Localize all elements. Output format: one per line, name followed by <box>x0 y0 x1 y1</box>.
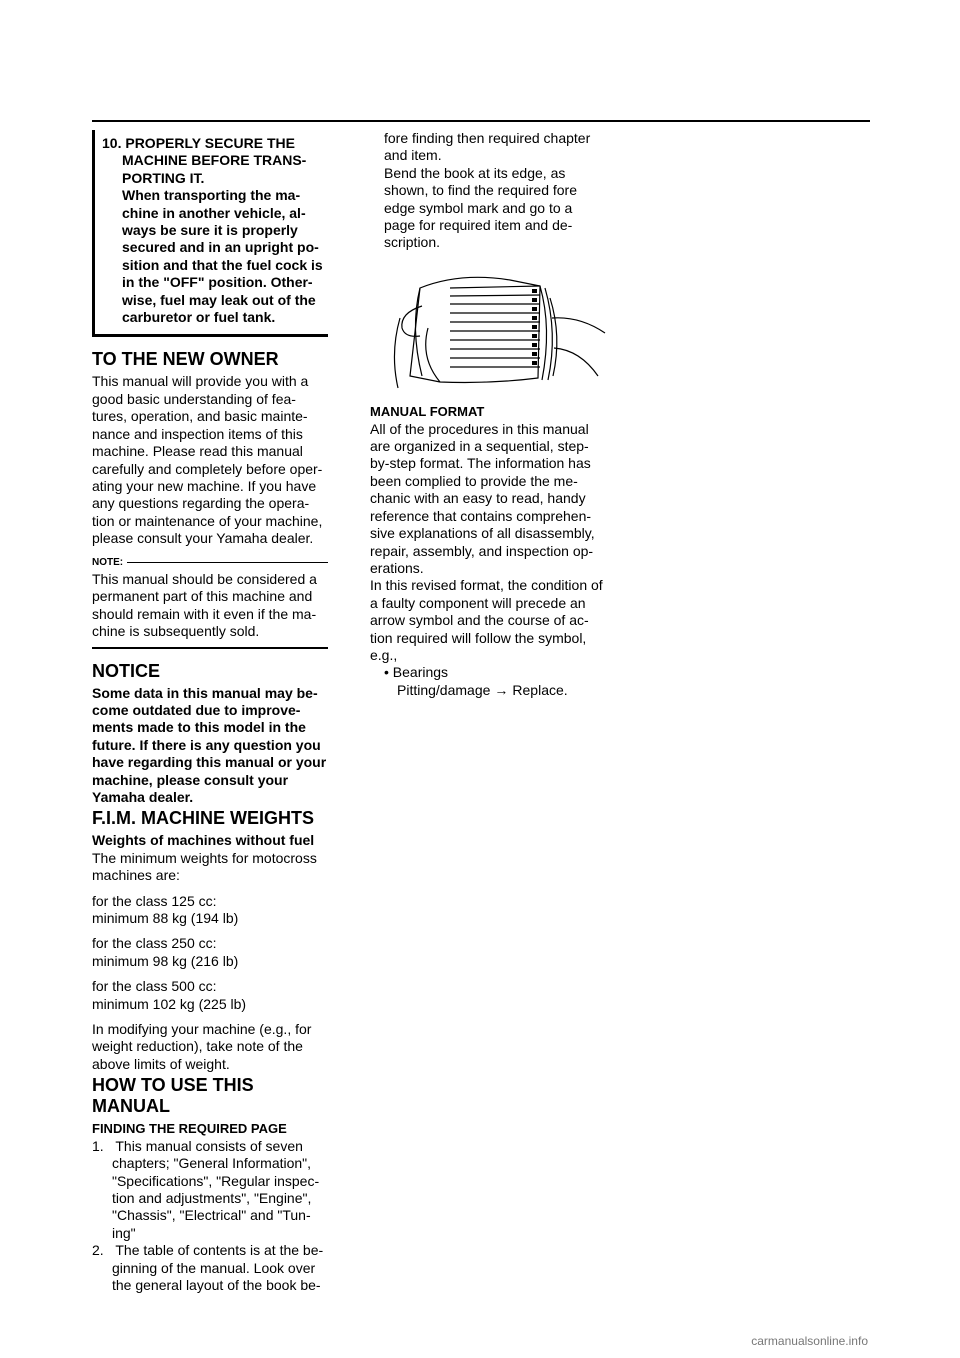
class-value: minimum 88 kg (194 lb) <box>92 910 239 927</box>
text-line: repair, assembly, and inspection op- <box>370 542 594 559</box>
text-line: fore finding then required chapter <box>384 130 591 146</box>
class-value: minimum 98 kg (216 lb) <box>92 952 239 969</box>
note-label: NOTE: <box>92 556 124 568</box>
warning-line: PORTING IT. <box>122 169 205 186</box>
text-line: machines are: <box>92 867 180 884</box>
text-line: come outdated due to improve- <box>92 701 301 718</box>
class-label: for the class 250 cc: <box>92 935 217 952</box>
manual-format-body <box>370 421 606 665</box>
text-line: scription. <box>384 234 441 251</box>
text-line: tures, operation, and basic mainte- <box>92 408 308 425</box>
warning-line: carburetor or fuel tank. <box>122 309 276 326</box>
note-rule <box>127 562 328 563</box>
text-line: Some data in this manual may be- <box>92 684 318 701</box>
howto-continuation <box>370 130 606 252</box>
finding-title: FINDING THE REQUIRED PAGE <box>92 1121 287 1137</box>
warning-line: sition and that the fuel cock is <box>122 256 323 273</box>
text-line: Yamaha dealer. <box>92 789 194 805</box>
text-line: machine, please consult your <box>92 771 289 788</box>
warning-line: When transporting the ma- <box>122 187 301 204</box>
text-line: by-step format. The information has <box>370 455 591 472</box>
text-line: weight reduction), take note of the <box>92 1038 303 1055</box>
text-line: above limits of weight. <box>92 1055 230 1072</box>
text-line: page for required item and de- <box>384 217 573 234</box>
text-line: This manual should be considered a <box>92 570 317 587</box>
right-arrow-icon: → <box>494 681 509 698</box>
text-line: permanent part of this machine and <box>92 588 313 605</box>
text-line: good basic understanding of fea- <box>92 390 296 407</box>
text-line: "Specifications", "Regular inspec- <box>112 1172 320 1189</box>
fim-intro <box>92 850 328 885</box>
text-line: reference that contains comprehen- <box>370 507 592 524</box>
example-condition: Pitting/damage <box>397 681 491 698</box>
text-line: All of the procedures in this manual <box>370 420 589 437</box>
text-line: ginning of the manual. Look over <box>112 1259 316 1276</box>
section-title-notice: NOTICE <box>92 660 161 681</box>
text-line: should remain with it even if the ma- <box>92 605 317 622</box>
text-line: chine is subsequently sold. <box>92 623 260 640</box>
weight-class-500 <box>92 978 328 1013</box>
warning-line: in the "OFF" position. Other- <box>122 274 313 291</box>
howto-list <box>92 1138 328 1295</box>
fim-outro <box>92 1021 328 1073</box>
text-line: nance and inspection items of this <box>92 425 303 442</box>
text-line: please consult your Yamaha dealer. <box>92 530 314 547</box>
example-line <box>384 682 606 699</box>
new-owner-body <box>92 373 328 547</box>
class-value: minimum 102 kg (225 lb) <box>92 995 247 1012</box>
text-line: erations. <box>370 559 424 576</box>
bullet-text: • Bearings <box>384 664 449 681</box>
warning-number: 10. <box>102 135 122 151</box>
example-action: Replace. <box>512 681 568 698</box>
text-line: In modifying your machine (e.g., for <box>92 1021 312 1038</box>
warning-line-1: 10. PROPERLY SECURE THE <box>102 135 295 151</box>
manual-format-title: MANUAL FORMAT <box>370 404 485 420</box>
text-line: "Chassis", "Electrical" and "Tun- <box>112 1207 311 1224</box>
text-line: ating your new machine. If you have <box>92 477 317 494</box>
text-line: Bend the book at its edge, as <box>384 164 566 181</box>
text-line: tion required will follow the symbol, <box>370 629 587 646</box>
text-line: any questions regarding the opera- <box>92 495 310 512</box>
fim-subtitle: Weights of machines without fuel <box>92 832 315 849</box>
list-number: 2. <box>92 1242 104 1259</box>
text-line: tion or maintenance of your machine, <box>92 512 323 529</box>
list-item-1: 1. This manual consists of seven <box>92 1137 303 1154</box>
text-line: This manual will provide you with a <box>92 373 309 390</box>
section-title-howto: HOW TO USE THIS MANUAL <box>92 1075 254 1117</box>
note-body <box>92 571 328 649</box>
section-title-fim: F.I.M. MACHINE WEIGHTS <box>92 808 314 829</box>
text-line: the general layout of the book be- <box>112 1276 321 1293</box>
warning-line: chine in another vehicle, al- <box>122 204 306 221</box>
text-line: In this revised format, the condition of <box>370 577 603 594</box>
list-number: 1. <box>92 1137 104 1154</box>
text-line: ments made to this model in the <box>92 719 306 736</box>
text-line: shown, to find the required fore <box>384 182 578 199</box>
warning-box <box>92 130 328 337</box>
list-item-2: 2. The table of contents is at the be- <box>92 1242 324 1259</box>
book-edge-illustration <box>380 258 610 393</box>
text-line: have regarding this manual or your <box>92 754 327 771</box>
text-line: arrow symbol and the course of ac- <box>370 612 589 629</box>
text-line: carefully and completely before oper- <box>92 460 323 477</box>
text-line: edge symbol mark and go to a <box>384 199 573 216</box>
text-line: tion and adjustments", "Engine", <box>112 1189 312 1206</box>
notice-body <box>92 685 328 807</box>
footer-watermark: carmanualsonline.info <box>751 1334 868 1348</box>
note-header <box>92 554 328 571</box>
text-line: a faulty component will precede an <box>370 594 586 611</box>
text-line: sive explanations of all disassembly, <box>370 525 595 542</box>
text-line: e.g., <box>370 646 398 663</box>
warning-line: ways be sure it is properly <box>122 222 298 239</box>
text-line: ing" <box>112 1224 136 1241</box>
text-line: are organized in a sequential, step- <box>370 438 589 455</box>
text-line: and item. <box>384 147 442 164</box>
text-line: chapters; "General Information", <box>112 1155 312 1172</box>
text-line: machine. Please read this manual <box>92 443 303 460</box>
section-title-new-owner: TO THE NEW OWNER <box>92 349 279 370</box>
warning-line: secured and in an upright po- <box>122 239 319 256</box>
text-line: The minimum weights for motocross <box>92 849 317 866</box>
right-column <box>370 130 606 699</box>
text-line: future. If there is any question you <box>92 736 321 753</box>
text-line: been complied to provide the me- <box>370 472 578 489</box>
left-column <box>92 130 328 1294</box>
example-bullet <box>370 664 606 699</box>
warning-line: MACHINE BEFORE TRANS- <box>122 152 307 169</box>
text-line: chanic with an easy to read, handy <box>370 490 586 507</box>
header-rule <box>92 120 870 122</box>
weight-class-250 <box>92 935 328 970</box>
warning-line: wise, fuel may leak out of the <box>122 291 316 308</box>
weight-class-125 <box>92 893 328 928</box>
class-label: for the class 500 cc: <box>92 978 217 995</box>
class-label: for the class 125 cc: <box>92 892 217 909</box>
